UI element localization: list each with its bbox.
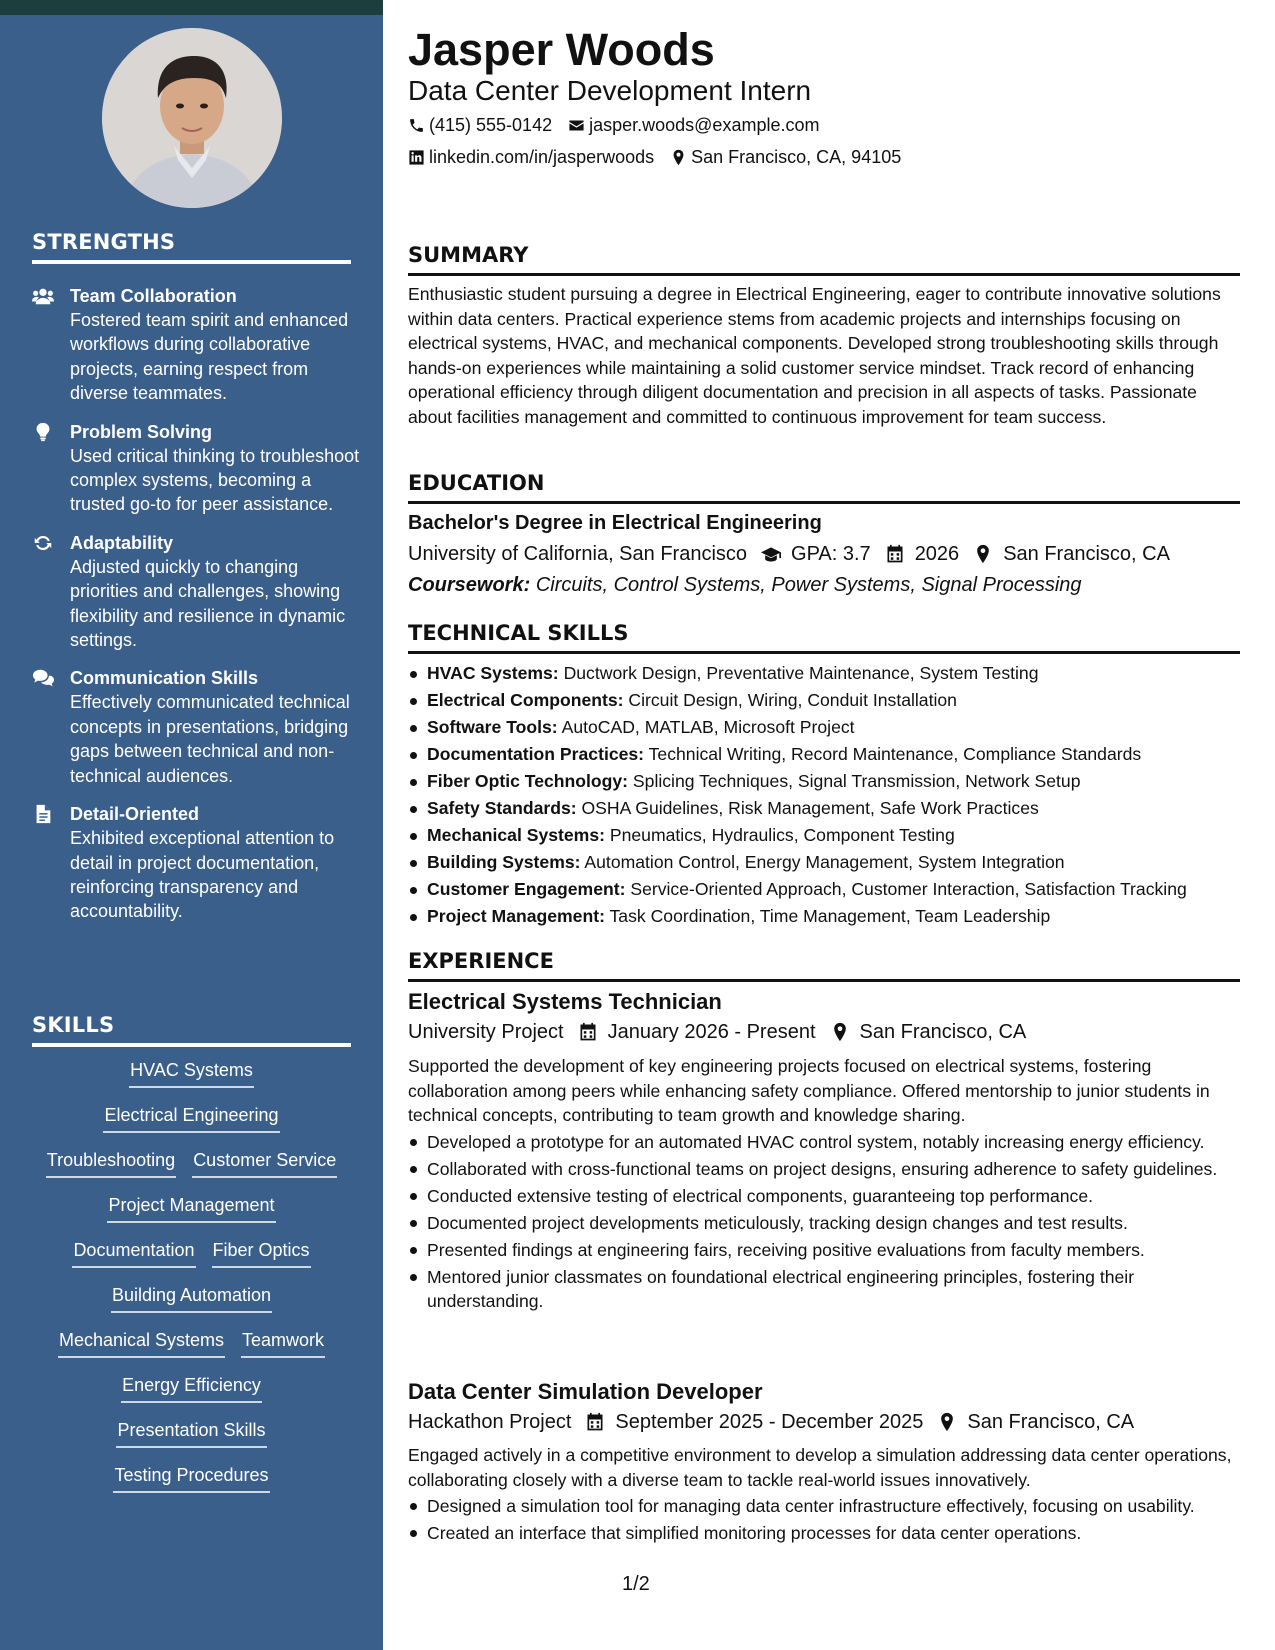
skills-list — [32, 1058, 351, 1508]
phone-icon — [408, 117, 425, 134]
contact-row — [408, 144, 901, 170]
skill-values: Automation Control, Energy Management, System Integration — [584, 852, 1065, 872]
skill-tag: Customer Service — [192, 1148, 337, 1178]
strengths-heading: STRENGTHS — [32, 230, 351, 264]
skill-tag: Teamwork — [241, 1328, 325, 1358]
skill-tag: Energy Efficiency — [121, 1373, 262, 1403]
skill-tag: Presentation Skills — [116, 1418, 266, 1448]
calendar-icon — [585, 1412, 605, 1432]
linkedin-url: linkedin.com/in/jasperwoods — [429, 147, 655, 167]
job-bullets — [408, 1130, 1240, 1313]
degree-title: Bachelor's Degree in Electrical Engineering — [408, 512, 822, 534]
skill-tag: Testing Procedures — [113, 1463, 269, 1493]
avatar — [102, 28, 282, 208]
skill-category: Software Tools: — [427, 717, 558, 737]
skill-category: Customer Engagement: — [427, 879, 626, 899]
skill-values: Ductwork Design, Preventative Maintenance, System Testing — [563, 663, 1039, 683]
job-summary: Engaged actively in a competitive environment to develop a simulation addressing data center operations, collaborating closely with a diverse team to tackle real-world issues innovatively. — [408, 1445, 1232, 1490]
contact-row — [408, 112, 819, 138]
coursework — [408, 571, 1082, 599]
list-item — [408, 876, 1240, 903]
skill-values: Service-Oriented Approach, Customer Interaction, Satisfaction Tracking — [630, 879, 1187, 899]
lightbulb-icon — [32, 422, 54, 442]
list-item: Collaborated with cross-functional teams on project designs, ensuring adherence to safety guidelines. — [408, 1157, 1240, 1181]
comments-icon — [32, 668, 54, 688]
skills-heading: SKILLS — [32, 1013, 351, 1047]
skill-tag: Electrical Engineering — [103, 1103, 279, 1133]
sync-icon — [32, 533, 54, 553]
skill-tag: HVAC Systems — [129, 1058, 254, 1088]
sidebar-top-bar — [0, 0, 383, 15]
school-location: San Francisco, CA — [1003, 543, 1170, 565]
skill-values: AutoCAD, MATLAB, Microsoft Project — [561, 717, 855, 737]
list-item — [408, 660, 1240, 687]
location: San Francisco, CA, 94105 — [691, 147, 902, 167]
skill-category: Fiber Optic Technology: — [427, 771, 629, 791]
job-title: Electrical Systems Technician — [408, 989, 722, 1014]
skill-values: Task Coordination, Time Management, Team Leadership — [609, 906, 1051, 926]
avatar-photo — [102, 28, 282, 208]
summary-heading: SUMMARY — [408, 241, 1240, 276]
job-meta — [408, 1408, 1134, 1436]
strength-title: Problem Solving — [70, 421, 213, 442]
skill-tag: Building Automation — [111, 1283, 272, 1313]
skill-tag: Project Management — [107, 1193, 275, 1223]
education-heading: EDUCATION — [408, 469, 1240, 504]
strengths-list — [32, 284, 362, 938]
list-item: Developed a prototype for an automated HVAC control system, notably increasing energy efficiency. — [408, 1130, 1240, 1154]
list-item: Created an interface that simplified monitoring processes for data center operations. — [408, 1521, 1240, 1545]
coursework-label: Coursework: — [408, 574, 531, 596]
phone-number: (415) 555-0142 — [429, 115, 553, 135]
sidebar — [0, 0, 383, 1650]
strength-item — [32, 666, 362, 788]
list-item — [408, 903, 1240, 930]
education-meta — [408, 540, 1170, 568]
envelope-icon — [568, 117, 585, 134]
candidate-title: Data Center Development Intern — [408, 75, 812, 106]
job-bullets — [408, 1494, 1240, 1545]
strength-description: Used critical thinking to troubleshoot complex systems, becoming a trusted go-to for peer assistance. — [70, 445, 360, 515]
strength-description: Exhibited exceptional attention to detail in project documentation, reinforcing transparency and accountability. — [70, 828, 335, 922]
map-pin-icon — [937, 1412, 957, 1432]
document-icon — [32, 804, 54, 824]
list-item: Documented project developments meticulously, tracking design changes and test results. — [408, 1211, 1240, 1235]
strength-description: Fostered team spirit and enhanced workflows during collaborative projects, earning respect from diverse teammates. — [70, 310, 349, 404]
skill-values: Splicing Techniques, Signal Transmission, Network Setup — [632, 771, 1081, 791]
skill-values: Circuit Design, Wiring, Conduit Installation — [628, 690, 957, 710]
technical-skills-heading: TECHNICAL SKILLS — [408, 619, 1240, 654]
strength-title: Detail-Oriented — [70, 804, 200, 825]
strength-item — [32, 531, 362, 653]
map-pin-icon — [830, 1022, 850, 1042]
skill-values: OSHA Guidelines, Risk Management, Safe Work Practices — [581, 798, 1039, 818]
skill-category: Safety Standards: — [427, 798, 577, 818]
skill-tag: Troubleshooting — [46, 1148, 176, 1178]
list-item — [408, 822, 1240, 849]
graduation-cap-icon — [761, 544, 781, 564]
strength-description: Effectively communicated technical concepts in presentations, bridging gaps between technical and non-technical audiences. — [70, 692, 350, 786]
skill-values: Technical Writing, Record Maintenance, Compliance Standards — [648, 744, 1142, 764]
linkedin-icon — [408, 149, 425, 166]
list-item — [408, 714, 1240, 741]
graduation-year: 2026 — [914, 543, 960, 565]
skill-tag: Fiber Optics — [212, 1238, 311, 1268]
list-item: Presented findings at engineering fairs, receiving positive evaluations from faculty members. — [408, 1238, 1240, 1262]
strength-title: Adaptability — [70, 532, 174, 553]
job-title: Data Center Simulation Developer — [408, 1379, 763, 1404]
summary-text: Enthusiastic student pursuing a degree in Electrical Engineering, eager to contribute innovative solutions within data centers. Practical experience stems from academic projects and internships focusing on electrical systems, HVAC, and mechanical components. Developed strong troubleshooting skills through hands-on experiences while maintaining a solid customer service mindset. Track record of enhancing operational efficiency through diligent documentation and precision in all aspects of tasks. Passionate about facilities management and committed to continuous improvement for team success. — [408, 284, 1221, 427]
list-item: Conducted extensive testing of electrical components, guaranteeing top performance. — [408, 1184, 1240, 1208]
skill-category: Documentation Practices: — [427, 744, 645, 764]
map-pin-icon — [973, 544, 993, 564]
skill-category: Building Systems: — [427, 852, 581, 872]
job-location: San Francisco, CA — [967, 1411, 1135, 1433]
list-item — [408, 687, 1240, 714]
job-dates: September 2025 - December 2025 — [615, 1411, 924, 1433]
job-organization: Hackathon Project — [408, 1411, 572, 1433]
list-item — [408, 849, 1240, 876]
email-address: jasper.woods@example.com — [589, 115, 820, 135]
job-location: San Francisco, CA — [859, 1021, 1027, 1043]
map-pin-icon — [670, 149, 687, 166]
school-name: University of California, San Francisco — [408, 543, 748, 565]
list-item — [408, 795, 1240, 822]
strength-item — [32, 284, 362, 406]
skill-values: Pneumatics, Hydraulics, Component Testing — [609, 825, 955, 845]
job-meta — [408, 1018, 1026, 1046]
strength-item — [32, 420, 362, 517]
list-item: Designed a simulation tool for managing data center infrastructure effectively, focusing on usability. — [408, 1494, 1240, 1518]
users-icon — [32, 286, 54, 306]
technical-skills-list — [408, 660, 1240, 930]
calendar-icon — [885, 544, 905, 564]
job-summary: Supported the development of key engineering projects focused on electrical systems, fostering collaboration among peers while enhancing safety compliance. Offered mentorship to junior students in technical concepts, contributing to team growth and knowledge sharing. — [408, 1056, 1210, 1125]
list-item: Mentored junior classmates on foundational electrical engineering principles, fostering their understanding. — [408, 1265, 1240, 1313]
skill-category: HVAC Systems: — [427, 663, 559, 683]
candidate-name: Jasper Woods — [408, 24, 715, 75]
skill-tag: Mechanical Systems — [58, 1328, 225, 1358]
skill-category: Electrical Components: — [427, 690, 624, 710]
experience-heading: EXPERIENCE — [408, 947, 1240, 982]
strength-title: Communication Skills — [70, 668, 259, 689]
calendar-icon — [578, 1022, 598, 1042]
skill-category: Project Management: — [427, 906, 605, 926]
coursework-list: Circuits, Control Systems, Power Systems, Signal Processing — [535, 574, 1082, 596]
gpa: GPA: 3.7 — [791, 543, 871, 565]
skill-tag: Documentation — [72, 1238, 195, 1268]
job-dates: January 2026 - Present — [607, 1021, 816, 1043]
list-item — [408, 741, 1240, 768]
page-number: 1/2 — [622, 1573, 650, 1595]
skill-category: Mechanical Systems: — [427, 825, 605, 845]
list-item — [408, 768, 1240, 795]
strength-item — [32, 802, 362, 924]
job-organization: University Project — [408, 1021, 564, 1043]
strength-title: Team Collaboration — [70, 286, 237, 306]
strength-description: Adjusted quickly to changing priorities and challenges, showing flexibility and resilience in dynamic settings. — [70, 556, 346, 651]
